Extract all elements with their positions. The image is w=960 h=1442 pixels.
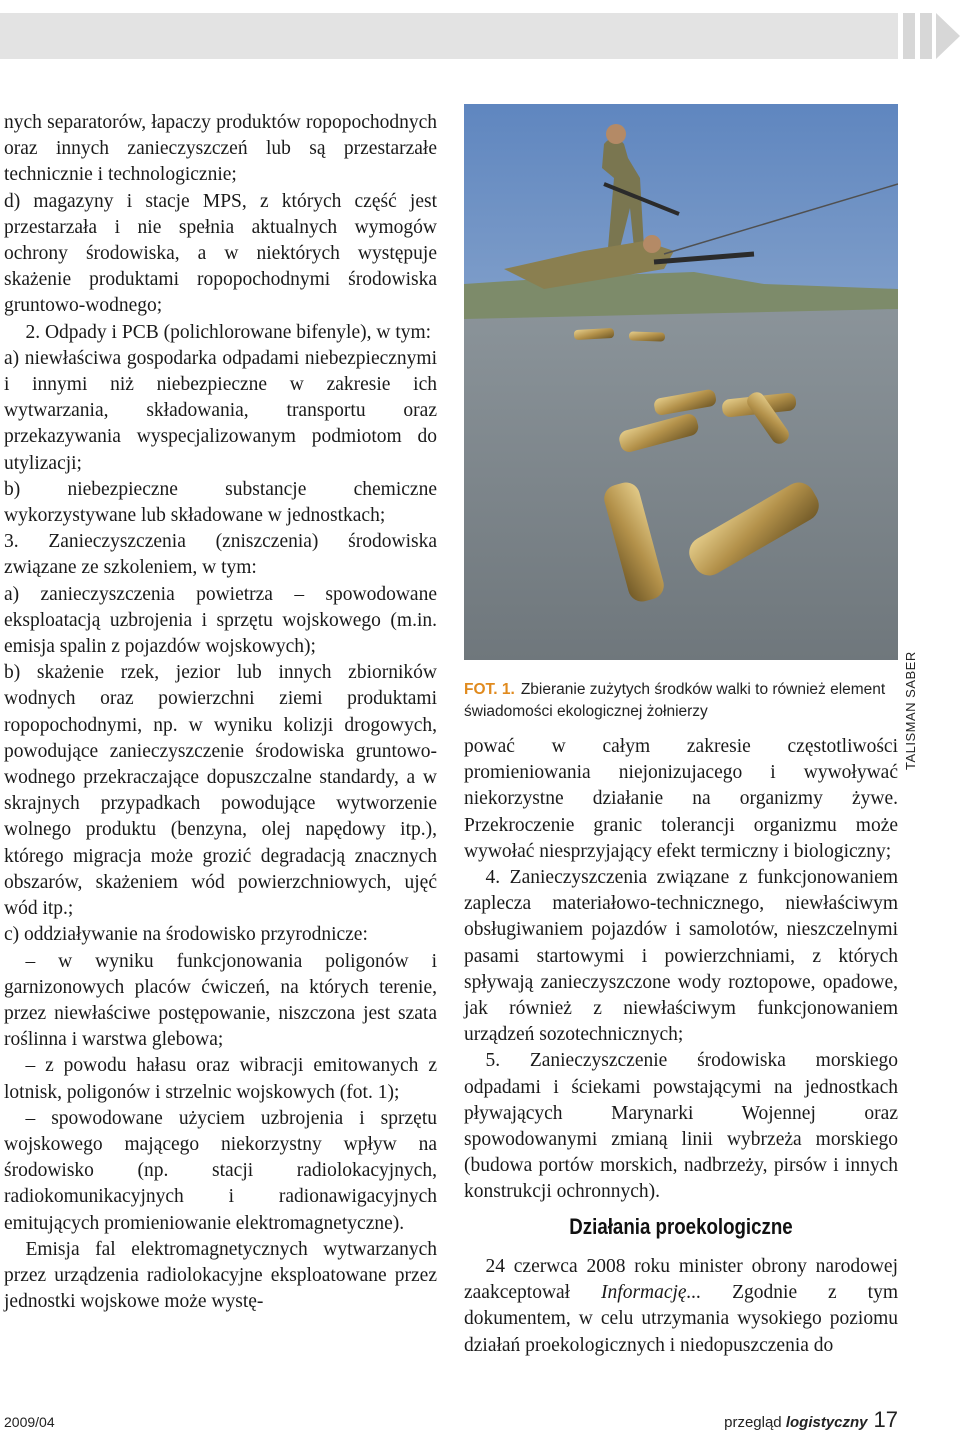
magazine-name: przegląd logistyczny [724, 1414, 868, 1431]
photo-credit: TALISMAN SABER [903, 651, 918, 770]
paragraph: 2. Odpady i PCB (polichlorowane bifenyle), w tym: [25, 321, 432, 343]
paragraph: d) magazyny i stacje MPS, z których część jest przestarzała i nie spełnia aktualnych wymogów ochrony środowiska, a w niektórych występuje skażenie produktami ropopochodnymi środowiska gruntowo-wodnego; [4, 190, 437, 317]
magazine-footer [724, 1407, 898, 1433]
paragraph: – spowodowane użyciem uzbrojenia i sprzętu wojskowego mającego niekorzystny wpływ na środowisko (np. stacji radiolokacyjnych, radiokomunikacyjnych i radionawigacyjnych emitujących promieniowanie elektromagnetyczne). [4, 1107, 437, 1234]
paragraph: a) zanieczyszczenia powietrza – spowodowane eksploatacją uzbrojenia i sprzętu wojskowego (m.in. emisja spalin z pojazdów wojskowych); [4, 583, 437, 658]
issue-number: 2009/04 [4, 1414, 55, 1430]
paragraph: c) oddziaływanie na środowisko przyrodnicze: [4, 924, 368, 946]
paragraph: b) skażenie rzek, jezior lub innych zbiorników wodnych oraz powierzchni ziemi produktami ropopochodnymi, np. w wyniku kolizji drogowych, powodujące zanieczyszczenie środowiska gruntowo-wodnego przekraczające dopuszczalne standardy, a w skrajnych przypadkach powodujące wytworzenie wolnego produktu (benzyna, olej napędowy itp.), którego migracja może grozić degradacją znacznych obszarów, skażeniem wód powierzchniowych, ujęć wód itp.; [4, 662, 437, 920]
right-text-column [464, 734, 898, 1206]
soldiers-shooting-range-photo [464, 104, 898, 660]
paragraph: – w wyniku funkcjonowania poligonów i garnizonowych placów ćwiczeń, na których terenie, przez niewłaściwe postępowanie, niszczona jest szata roślinna i warstwa glebowa; [4, 950, 437, 1051]
paragraph: Emisja fal elektromagnetycznych wytwarzanych przez urządzenia radiolokacyjne eksploatowane przez jednostki wojskowe może wystę- [4, 1238, 437, 1313]
left-text-column [4, 110, 437, 1315]
section-paragraph: 24 czerwca 2008 roku minister obrony narodowej zaakceptował Informację... Zgodnie z tym dokumentem, w celu utrzymania wysokiego poziomu działań proekologicznych i niedopuszczenia do [464, 1256, 898, 1356]
paragraph: 3. Zanieczyszczenia (zniszczenia) środowiska związane ze szkoleniem, w tym: [4, 531, 437, 579]
page-arrow-icon [903, 13, 960, 59]
header-bar [0, 13, 898, 59]
paragraph: b) niebezpieczne substancje chemiczne wykorzystywane lub składowane w jednostkach; [4, 478, 437, 527]
paragraph: 4. Zanieczyszczenia związane z funkcjonowaniem zaplecza materiałowo-technicznego, niewłaściwym obsługiwaniem pojazdów i samolotów, nieszczelnymi pasami startowymi i powierzchniami, z których spływają zanieczyszczone wody roztopowe, opadowe, jak również z niewłaściwym funkcjonowaniem urządzeń sozotechnicznych; [464, 867, 898, 1046]
paragraph: 5. Zanieczyszczenie środowiska morskiego odpadami i ściekami powstającymi na jednostkach pływających Marynarki Wojennej oraz spowodowanymi zmianą linii wybrzeża morskiego (budowa portów morskich, nadbrzeży, pirsów i innych konstrukcji ochronnych). [464, 1050, 898, 1203]
paragraph: – z powodu hałasu oraz wibracji emitowanych z lotnisk, poligonów i strzelnic wojskowych (fot. 1); [4, 1055, 437, 1103]
section-paragraph-container [464, 1254, 898, 1359]
paragraph: pować w całym zakresie częstotliwości promieniowania niejonizujacego i wywoływać niekorzystne działanie na organizmy żywe. Przekroczenie granic tolerancji organizmu może wywołać niesprzyjający efekt termiczny i biologiczny; [464, 736, 898, 862]
section-heading: Działania proekologiczne [569, 1214, 793, 1239]
page-number: 17 [873, 1407, 898, 1432]
caption-text: Zbieranie zużytych środków walki to również element świadomości ekologicznej żołnierzy [464, 681, 886, 720]
paragraph: nych separatorów, łapaczy produktów ropopochodnych oraz innych zanieczyszczeń lub są przestarzałe technicznie i technologicznie; [4, 112, 437, 186]
caption-label: FOT. 1. [464, 681, 515, 698]
photo-caption [464, 679, 898, 723]
paragraph: a) niewłaściwa gospodarka odpadami niebezpiecznymi i innymi niż niebezpieczne w zakresie ich wytwarzania, składowania, transportu oraz przekazywania wyspecjalizowanym podmiotom do utylizacji; [4, 347, 437, 474]
